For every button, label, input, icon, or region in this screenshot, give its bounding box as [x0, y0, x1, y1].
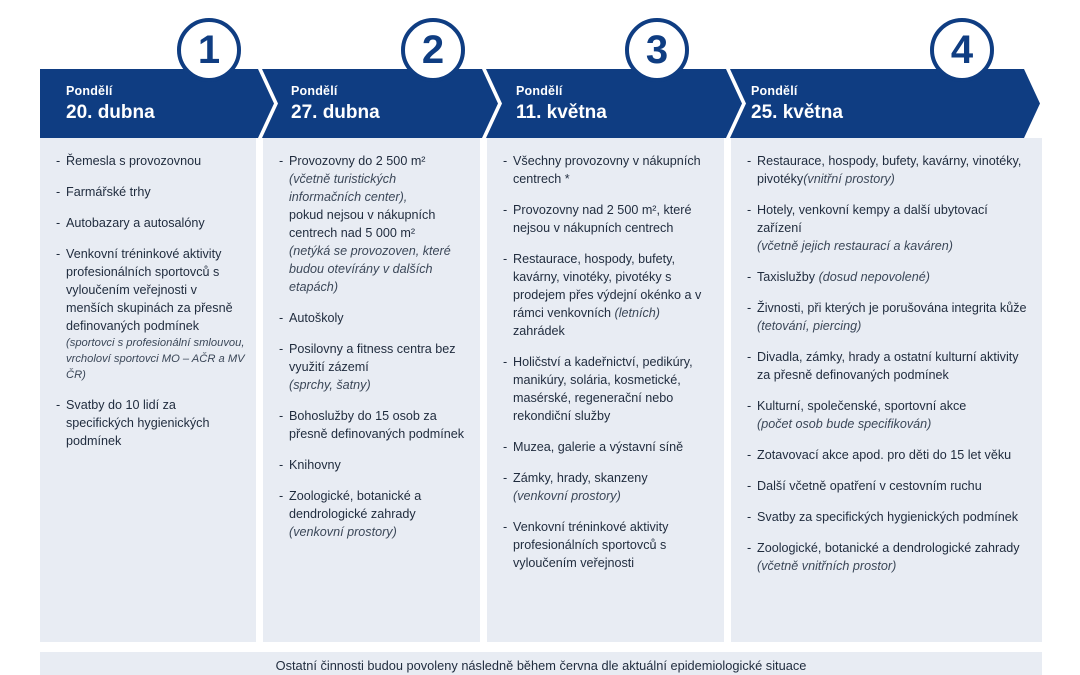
phase-3-date: 11. května: [516, 102, 607, 123]
list-item: - Svatby za specifických hygienických podmínek: [747, 508, 1032, 526]
phase-2-column: [263, 138, 480, 642]
list-item: - Zámky, hrady, skanzeny (venkovní prostory): [503, 469, 714, 505]
list-item: - Další včetně opatření v cestovním ruchu: [747, 477, 1032, 495]
list-item: - Zotavovací akce apod. pro děti do 15 let věku: [747, 446, 1032, 464]
list-item: - Hotely, venkovní kempy a další ubytovací zařízení (včetně jejich restaurací a kaváren): [747, 201, 1032, 255]
list-item: - Divadla, zámky, hrady a ostatní kulturní aktivity za přesně definovaných podmínek: [747, 348, 1032, 384]
phase-3-header: [516, 84, 607, 124]
list-item: - Autoškoly: [279, 309, 470, 327]
list-item: - Kulturní, společenské, sportovní akce (počet osob bude specifikován): [747, 397, 1032, 433]
list-item: - Farmářské trhy: [56, 183, 246, 201]
phase-1-number: 1: [177, 18, 241, 82]
list-item: - Živnosti, při kterých je porušována integrita kůže (tetování, piercing): [747, 299, 1032, 335]
phase-3-column: [487, 138, 724, 642]
list-item: - Posilovny a fitness centra bez využití zázemí (sprchy, šatny): [279, 340, 470, 394]
list-item: - Venkovní tréninkové aktivity profesionálních sportovců s vyloučením veřejnosti v menších skupinách za přesně definovaných podmínek (sportovci s profesionální smlouvou, vrcholoví sportovci MO – AČR a MV ČR): [56, 245, 246, 383]
phase-2-list: [279, 152, 470, 541]
list-item: - Provozovny nad 2 500 m², které nejsou v nákupních centrech: [503, 201, 714, 237]
list-item: - Zoologické, botanické a dendrologické zahrady (včetně vnitřních prostor): [747, 539, 1032, 575]
list-item: - Bohoslužby do 15 osob za přesně definovaných podmínek: [279, 407, 470, 443]
phase-2-header: [291, 84, 380, 124]
phase-4-date: 25. května: [751, 102, 843, 123]
list-item: - Všechny provozovny v nákupních centrech *: [503, 152, 714, 188]
phase-4-header: [751, 84, 843, 124]
list-item: - Provozovny do 2 500 m² (včetně turistických informačních center), pokud nejsou v nákupních centrech nad 5 000 m² (netýká se provozoven, které budou otevírány v dalších etapách): [279, 152, 470, 296]
list-item: - Holičství a kadeřnictví, pedikúry, manikúry, solária, kosmetické, masérské, regenerační nebo rekondiční služby: [503, 353, 714, 425]
phase-4-list: [747, 152, 1032, 575]
list-item: - Restaurace, hospody, bufety, kavárny, vinotéky, pivotéky(vnitřní prostory): [747, 152, 1032, 188]
phase-3-day: Pondělí: [516, 84, 563, 98]
list-item: - Venkovní tréninkové aktivity profesionálních sportovců s vyloučením veřejnosti: [503, 518, 714, 572]
phase-2-number: 2: [401, 18, 465, 82]
list-item: - Autobazary a autosalóny: [56, 214, 246, 232]
phase-4-number: 4: [930, 18, 994, 82]
list-item: - Restaurace, hospody, bufety, kavárny, vinotéky, pivotéky s prodejem přes výdejní okénko a v rámci venkovních (letních) zahrádek: [503, 250, 714, 340]
phase-3-list: [503, 152, 714, 572]
phase-4-day: Pondělí: [751, 84, 798, 98]
phase-2-day: Pondělí: [291, 84, 338, 98]
phase-3-number: 3: [625, 18, 689, 82]
phase-1-column: [40, 138, 256, 642]
phase-1-day: Pondělí: [66, 84, 113, 98]
phase-arrows: [0, 0, 1080, 160]
list-item: - Muzea, galerie a výstavní síně: [503, 438, 714, 456]
phase-1-header: [66, 84, 155, 124]
phase-2-date: 27. dubna: [291, 102, 380, 123]
phase-1-date: 20. dubna: [66, 102, 155, 123]
phase-4-column: [731, 138, 1042, 642]
footer-note: Ostatní činnosti budou povoleny následně během června dle aktuální epidemiologické situace: [40, 652, 1042, 675]
list-item: - Knihovny: [279, 456, 470, 474]
list-item: - Zoologické, botanické a dendrologické zahrady (venkovní prostory): [279, 487, 470, 541]
phase-1-list: [56, 152, 246, 450]
list-item: - Řemesla s provozovnou: [56, 152, 246, 170]
list-item: - Taxislužby (dosud nepovolené): [747, 268, 1032, 286]
list-item: - Svatby do 10 lidí za specifických hygienických podmínek: [56, 396, 246, 450]
